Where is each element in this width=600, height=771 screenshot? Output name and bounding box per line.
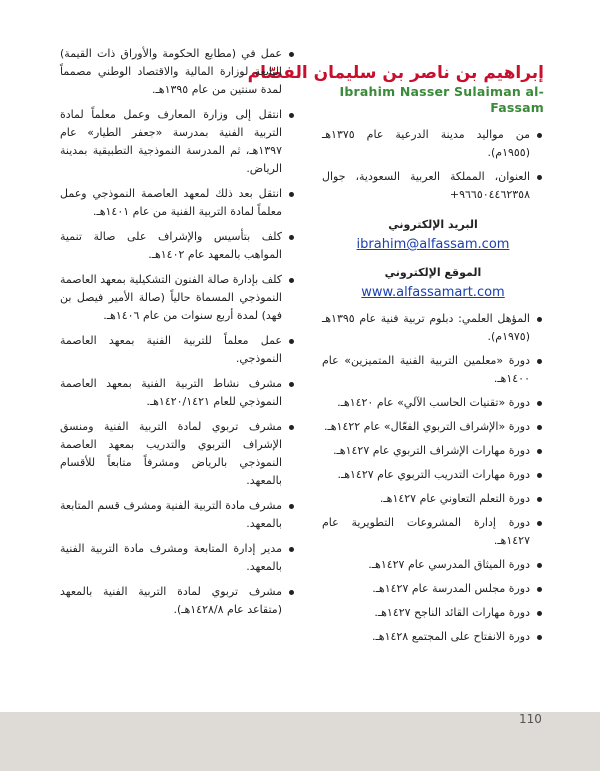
list-item: كلف بتأسيس والإشراف على صالة تنمية المواهب بالمعهد عام ١٤٠٢هـ.	[60, 228, 296, 264]
career-list	[60, 45, 296, 619]
name-arabic: إبراهيم بن ناصر بن سليمان الفصّام	[247, 63, 544, 83]
page-number: 110	[519, 712, 542, 726]
list-item: مشرف تربوي لمادة التربية الفنية بالمعهد (متقاعد عام ١٤٢٨/٨هـ).	[60, 583, 296, 619]
email-link[interactable]: ibrahim@alfassam.com	[356, 237, 510, 252]
list-item: دورة مجلس المدرسة عام ١٤٢٧هـ.	[322, 580, 544, 598]
list-item: مشرف تربوي لمادة التربية الفنية ومنسق الإشراف التربوي والتدريب بمعهد العاصمة النموذجي بالرياض ومشرفاً متابعاً للأقسام بالمعهد.	[60, 418, 296, 490]
list-item: مشرف نشاط التربية الفنية بمعهد العاصمة النموذجي للعام ١٤٢٠/١٤٢١هـ.	[60, 375, 296, 411]
list-item: دورة «تقنيات الحاسب الآلي» عام ١٤٢٠هـ.	[322, 394, 544, 412]
website-label: الموقع الإلكتروني	[384, 266, 482, 279]
courses-list	[322, 310, 544, 646]
list-item: دورة إدارة المشروعات التطويرية عام ١٤٢٧هـ.	[322, 514, 544, 550]
list-item: عمل معلماً للتربية الفنية بمعهد العاصمة النموذجي.	[60, 332, 296, 368]
website-link[interactable]: www.alfassamart.com	[361, 285, 505, 300]
page-footer	[0, 712, 600, 771]
list-item: دورة الانفتاح على المجتمع ١٤٢٨هـ.	[322, 628, 544, 646]
name-english: Ibrahim Nasser Sulaiman al-Fassam	[339, 84, 544, 115]
list-item: دورة مهارات التدريب التربوي عام ١٤٢٧هـ.	[322, 466, 544, 484]
list-item: من مواليد مدينة الدرعية عام ١٣٧٥هـ (١٩٥٥م).	[322, 126, 544, 162]
list-item: دورة مهارات القائد الناجح ١٤٢٧هـ.	[322, 604, 544, 622]
list-item: دورة «الإشراف التربوي الفعّال» عام ١٤٢٢هـ.	[322, 418, 544, 436]
email-label: البريد الإلكتروني	[388, 218, 478, 231]
list-item: العنوان، المملكة العربية السعودية، جوال ٩٦٦٥٠٤٤٦٢٣٥٨+	[322, 168, 544, 204]
bio-list	[322, 126, 544, 204]
career-column	[60, 45, 296, 626]
list-item: دورة التعلم التعاوني عام ١٤٢٧هـ.	[322, 490, 544, 508]
list-item: دورة «معلمين التربية الفنية المتميزين» عام ١٤٠٠هـ.	[322, 352, 544, 388]
profile-column	[247, 40, 544, 652]
list-item: مشرف مادة التربية الفنية ومشرف قسم المتابعة بالمعهد.	[60, 497, 296, 533]
list-item: المؤهل العلمي: دبلوم تربية فنية عام ١٣٩٥هـ (١٩٧٥م).	[322, 310, 544, 346]
list-item: انتقل إلى وزارة المعارف وعمل معلماً لمادة التربية الفنية بمدرسة «جعفر الطيار» عام ١٣٩٧هـ، ثم المدرسة النموذجية التطبيقية بمدينة الرياض.	[60, 106, 296, 178]
list-item: دورة مهارات الإشراف التربوي عام ١٤٢٧هـ.	[322, 442, 544, 460]
list-item: دورة الميثاق المدرسي عام ١٤٢٧هـ.	[322, 556, 544, 574]
list-item: انتقل بعد ذلك لمعهد العاصمة النموذجي وعمل معلماً لمادة التربية الفنية من عام ١٤٠١هـ.	[60, 185, 296, 221]
list-item: مدير إدارة المتابعة ومشرف مادة التربية الفنية بالمعهد.	[60, 540, 296, 576]
list-item: كلف بإدارة صالة الفنون التشكيلية بمعهد العاصمة النموذجي المسماة حالياً (صالة الأمير فيصل بن فهد) لمدة أربع سنوات من عام ١٤٠٦هـ.	[60, 271, 296, 325]
list-item: عمل في (مطابع الحكومة والأوراق ذات القيمة) التابعة لوزارة المالية والاقتصاد الوطني مصمماً لمدة سنتين من عام ١٣٩٥هـ.	[60, 45, 296, 99]
